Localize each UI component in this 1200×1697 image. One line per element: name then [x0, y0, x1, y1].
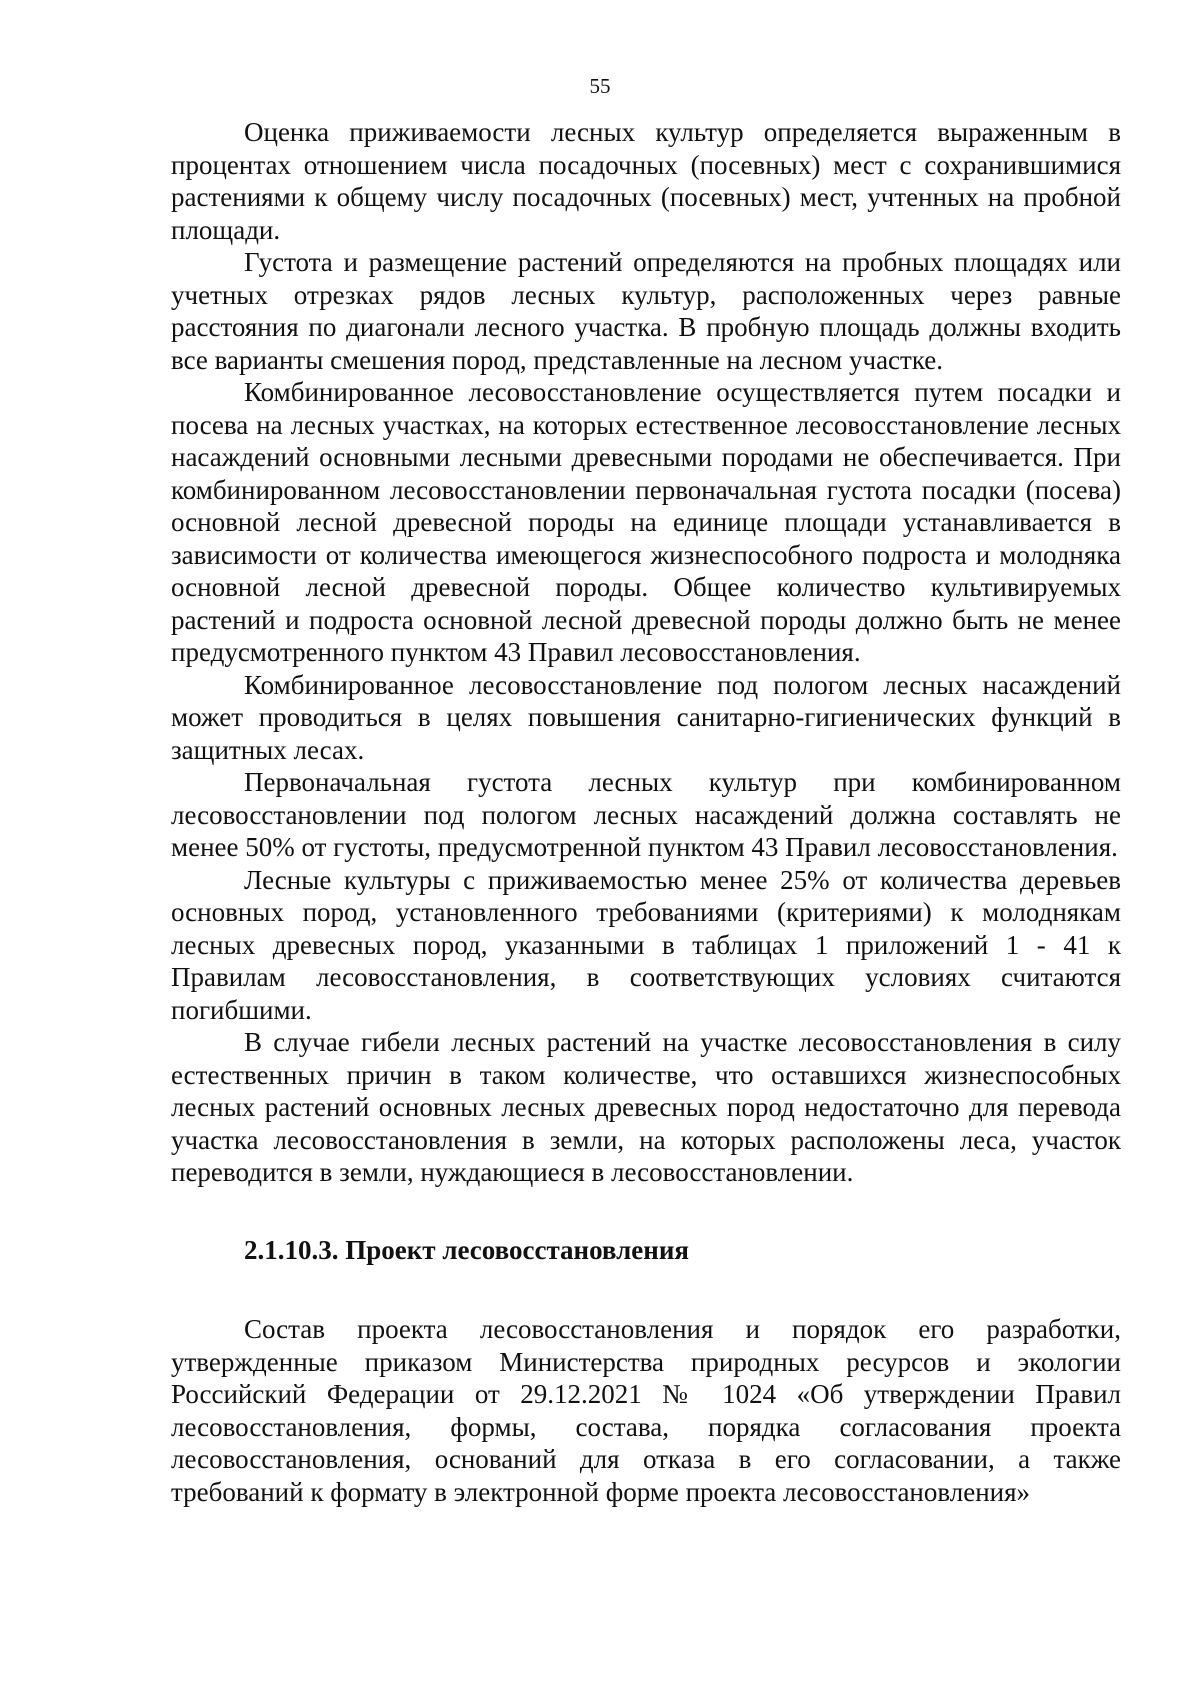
paragraph-combined-reforestation: Комбинированное лесовосстановление осуществляется путем посадки и посева на лесных участках, на которых естественное лесовосстановление лесных насаждений основными лесными древесными породами не обеспечивается. При комбинированном лесовосстановлении первоначальная густота посадки (посева) основной лесной древесной породы на единице площади устанавливается в зависимости от количества имеющегося жизнеспособного подроста и молодняка основной лесной древесной породы. Общее количество культивируемых растений и подроста основной лесной древесной породы должно быть не менее предусмотренного пунктом 43 Правил лесовосстановления. — [171, 377, 1121, 667]
paragraph-initial-density: Первоначальная густота лесных культур при комбинированном лесовосстановлении под пологом лесных насаждений должна составлять не менее 50% от густоты, предусмотренной пунктом 43 Правил лесовосстановления. — [171, 767, 1121, 862]
paragraph-plant-death: В случае гибели лесных растений на участке лесовосстановления в силу естественных причин в таком количестве, что оставшихся жизнеспособных лесных растений основных лесных древесных пород недостаточно для перевода участка лесовосстановления в земли, на которых расположены леса, участок переводится в земли, нуждающиеся в лесовосстановлении. — [171, 1027, 1121, 1187]
paragraph-project-composition: Состав проекта лесовосстановления и порядок его разработки, утвержденные приказом Министерства природных ресурсов и экологии Российский Федерации от 29.12.2021 № 1024 «Об утверждении Правил лесовосстановления, формы, состава, порядка согласования проекта лесовосстановления, оснований для отказа в его согласовании, а также требований к формату в электронной форме проекта лесовосстановления» — [171, 1314, 1121, 1507]
paragraph-under-canopy: Комбинированное лесовосстановление под пологом лесных насаждений может проводиться в целях повышения санитарно-гигиенических функций в защитных лесах. — [171, 669, 1121, 765]
document-body — [171, 116, 1121, 1508]
paragraph-survival-rate: Оценка приживаемости лесных культур определяется выраженным в процентах отношением числа посадочных (посевных) мест с сохранившимися растениями к общему числу посадочных (посевных) мест, учтенных на пробной площади. — [171, 117, 1121, 245]
paragraph-density-placement: Густота и размещение растений определяются на пробных площадях или учетных отрезках рядов лесных культур, расположенных через равные расстояния по диагонали лесного участка. В пробную площадь должны входить все варианты смешения пород, представленные на лесном участке. — [171, 247, 1121, 375]
page-number: 55 — [589, 74, 611, 98]
paragraph-perished-cultures: Лесные культуры с приживаемостью менее 25% от количества деревьев основных пород, установленного требованиями (критериями) к молоднякам лесных древесных пород, указанными в таблицах 1 приложений 1 - 41 к Правилам лесовосстановления, в соответствующих условиях считаются погибшими. — [171, 864, 1121, 1025]
section-heading: 2.1.10.3. Проект лесовосстановления — [244, 1234, 690, 1265]
